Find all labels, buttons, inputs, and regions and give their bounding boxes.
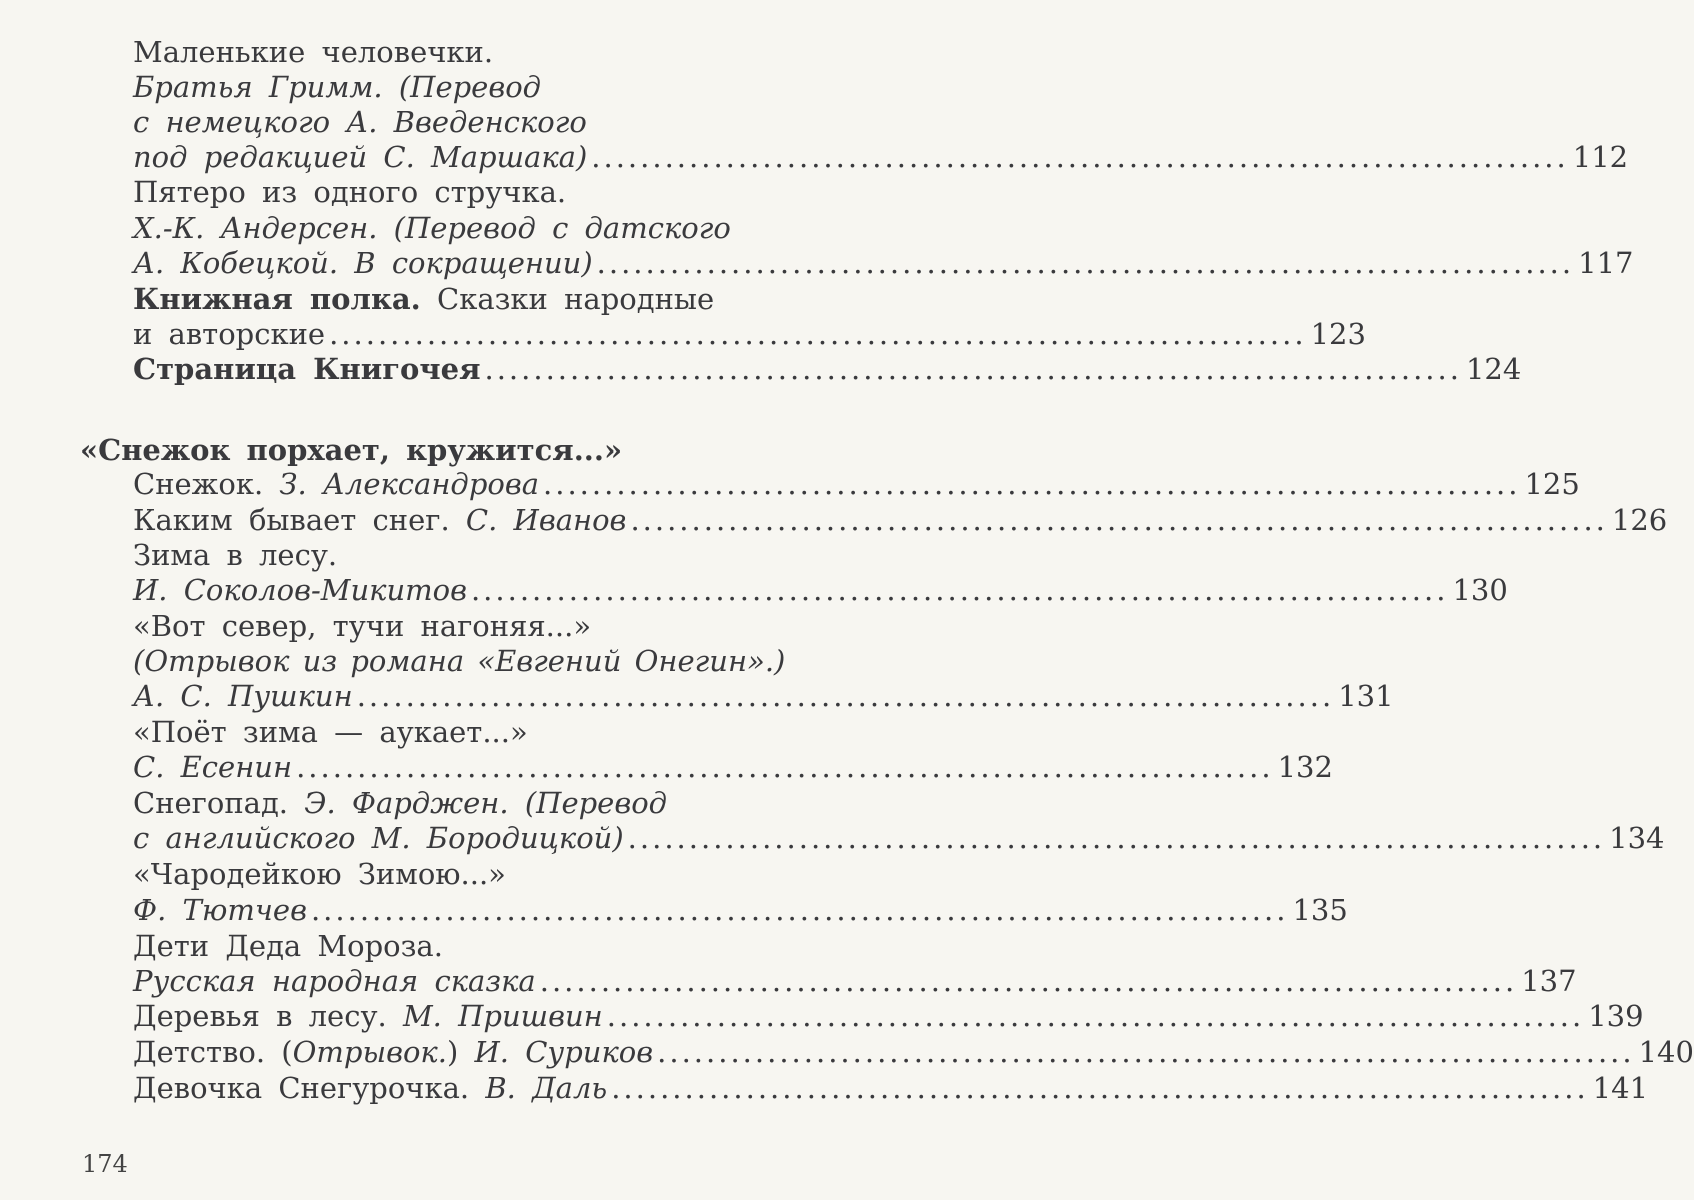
toc-title: и авторские xyxy=(133,317,326,351)
leader-dots: ................................................................................ xyxy=(484,352,1462,386)
toc-author: Братья Гримм. (Перевод xyxy=(133,70,542,104)
toc-page-number: 135 xyxy=(1292,893,1348,927)
toc-title: Дети Деда Мороза. xyxy=(133,929,443,963)
leader-dots: ................................................................................ xyxy=(310,893,1289,927)
toc-page-number: 140 xyxy=(1638,1035,1694,1069)
leader-dots: ................................................................................ xyxy=(470,573,1449,607)
toc-title: «Вот север, тучи нагоняя...» xyxy=(133,609,592,643)
toc-author: Русская народная сказка xyxy=(133,964,536,998)
toc-author: И. Суриков xyxy=(474,1035,654,1069)
toc-note: Отрывок. xyxy=(292,1035,447,1069)
toc-page-number: 124 xyxy=(1465,352,1522,386)
toc-entry xyxy=(133,1034,1694,1070)
toc-author: Э. Фарджен. (Перевод xyxy=(304,786,668,820)
toc-line xyxy=(133,69,860,105)
toc-title: Сказки народные xyxy=(420,282,715,316)
toc-author: С. Есенин xyxy=(133,750,293,784)
toc-title: Девочка Снегурочка. xyxy=(133,1071,486,1105)
toc-page-number: 117 xyxy=(1578,246,1634,280)
toc-line xyxy=(133,643,860,679)
toc-page-number: 130 xyxy=(1452,573,1508,607)
toc-title: Пятеро из одного стручка. xyxy=(133,175,567,209)
toc-entry xyxy=(133,466,1580,502)
toc-author: А. Кобецкой. В сокращении) xyxy=(133,246,593,280)
leader-dots: ................................................................................ xyxy=(329,317,1307,351)
leader-dots: ................................................................................ xyxy=(539,964,1518,998)
toc-entry xyxy=(133,820,1665,856)
leader-dots: ................................................................................ xyxy=(657,1035,1635,1069)
toc-entry xyxy=(133,572,1508,608)
toc-page-number: 126 xyxy=(1611,503,1668,537)
toc-line xyxy=(133,34,860,70)
toc-heading: Страница Книгочея xyxy=(133,352,481,386)
toc-title: Деревья в лесу. xyxy=(133,999,403,1033)
leader-dots: ................................................................................ xyxy=(627,821,1606,855)
toc-author: С. Иванов xyxy=(465,503,627,537)
toc-entry xyxy=(133,749,1333,785)
toc-page-number: 125 xyxy=(1524,467,1580,501)
leader-dots: ................................................................................ xyxy=(611,1071,1589,1105)
toc-entry xyxy=(133,351,1522,387)
toc-title: Каким бывает снег. xyxy=(133,503,466,537)
toc-line xyxy=(133,281,860,317)
toc-author: с английского М. Бородицкой) xyxy=(133,821,624,855)
leader-dots: ................................................................................ xyxy=(591,140,1569,174)
toc-heading: Книжная полка. xyxy=(133,282,421,316)
leader-dots: ................................................................................ xyxy=(630,503,1608,537)
toc-author: З. Александрова xyxy=(279,467,540,501)
toc-title: Маленькие человечки. xyxy=(133,35,494,69)
toc-author: И. Соколов-Микитов xyxy=(133,573,467,607)
toc-author: Х.-К. Андерсен. (Перевод с датского xyxy=(133,211,731,245)
toc-page-number: 137 xyxy=(1521,964,1577,998)
toc-author: В. Даль xyxy=(485,1071,608,1105)
toc-entry xyxy=(133,678,1394,714)
toc-entry xyxy=(133,1070,1649,1106)
toc-line xyxy=(133,785,860,821)
toc-line xyxy=(133,104,860,140)
toc-author: под редакцией С. Маршака) xyxy=(133,140,588,174)
leader-dots: ................................................................................ xyxy=(543,467,1521,501)
section-heading: «Снежок порхает, кружится...» xyxy=(80,433,623,467)
toc-entry xyxy=(133,245,1634,281)
toc-page-number: 141 xyxy=(1592,1071,1649,1105)
toc-title: «Поёт зима — аукает...» xyxy=(133,715,528,749)
toc-entry xyxy=(133,892,1348,928)
leader-dots: ................................................................................ xyxy=(356,679,1335,713)
toc-line xyxy=(133,210,860,246)
toc-author: А. С. Пушкин xyxy=(133,679,353,713)
toc-entry xyxy=(133,963,1577,999)
toc-title: Снегопад. xyxy=(133,786,305,820)
toc-entry xyxy=(133,316,1366,352)
toc-page-number: 123 xyxy=(1310,317,1366,351)
toc-note: (Отрывок из романа «Евгений Онегин».) xyxy=(133,644,786,678)
toc-author: с немецкого А. Введенского xyxy=(133,105,587,139)
toc-title: «Чародейкою Зимою...» xyxy=(133,857,506,891)
toc-page-number: 132 xyxy=(1277,750,1333,784)
toc-line xyxy=(133,537,860,573)
toc-entry xyxy=(133,139,1629,175)
toc-punct: ) xyxy=(446,1035,475,1069)
page-number: 174 xyxy=(82,1150,128,1178)
toc-line xyxy=(133,856,860,892)
toc-line xyxy=(133,928,860,964)
toc-title: Зима в лесу. xyxy=(133,538,338,572)
toc-author: Ф. Тютчев xyxy=(133,893,307,927)
toc-line xyxy=(133,608,860,644)
toc-page-number: 131 xyxy=(1338,679,1394,713)
toc-entry xyxy=(133,998,1644,1034)
toc-line xyxy=(133,174,860,210)
leader-dots: ................................................................................ xyxy=(606,999,1585,1033)
toc-author: М. Пришвин xyxy=(402,999,603,1033)
leader-dots: ................................................................................ xyxy=(596,246,1575,280)
toc-title: Снежок. xyxy=(133,467,280,501)
toc-entry xyxy=(133,502,1668,538)
toc-title: Детство. ( xyxy=(133,1035,293,1069)
toc-page-number: 139 xyxy=(1588,999,1644,1033)
toc-line xyxy=(133,714,860,750)
toc-page-number: 134 xyxy=(1609,821,1665,855)
toc-page-number: 112 xyxy=(1572,140,1629,174)
leader-dots: ................................................................................ xyxy=(296,750,1274,784)
